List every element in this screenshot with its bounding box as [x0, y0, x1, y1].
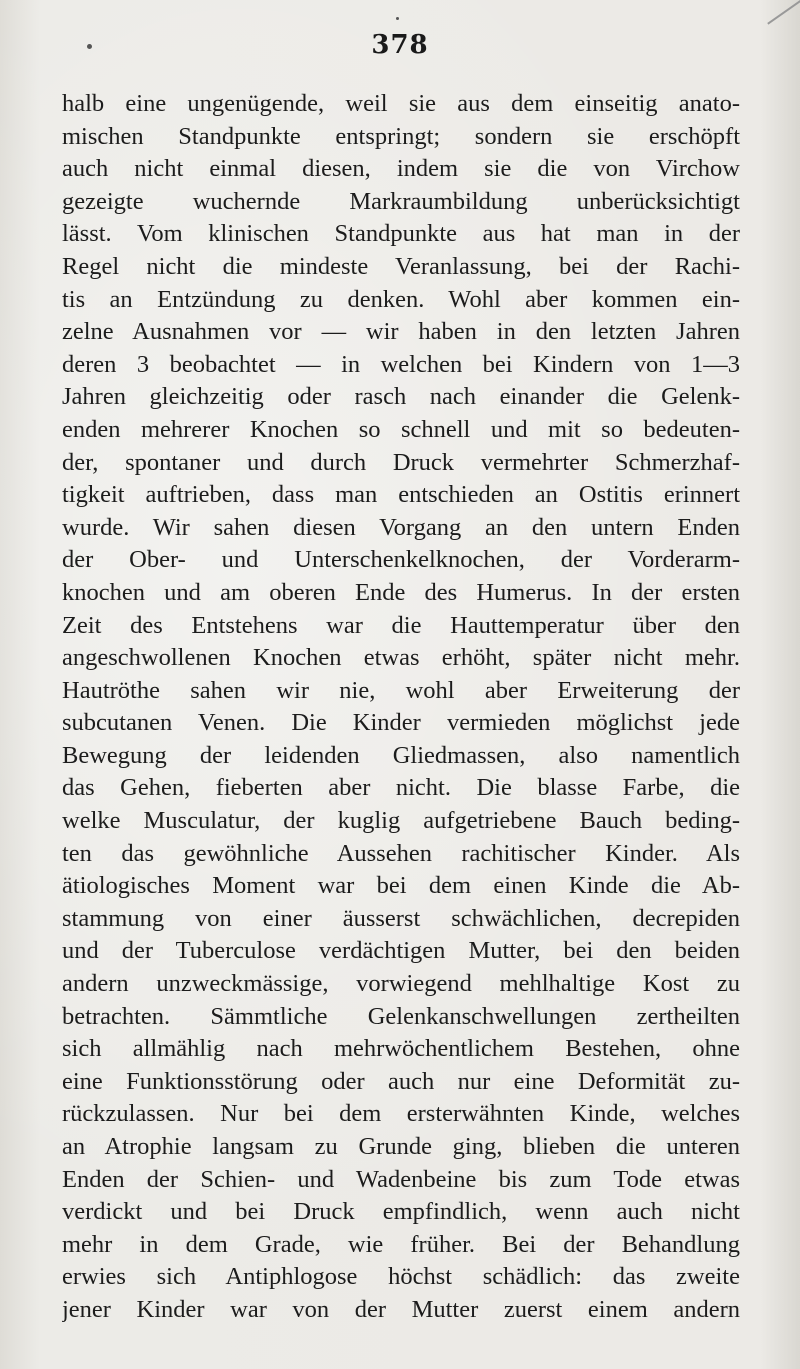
body-text [62, 88, 740, 1327]
text-line: Bewegung der leidenden Gliedmassen, also namentlich [62, 741, 740, 769]
text-line: ätiologisches Moment war bei dem einen Kinde die Ab- [62, 872, 740, 900]
text-line: betrachten. Sämmtliche Gelenkanschwellungen zertheilten [62, 1002, 740, 1030]
text-line: Hautröthe sahen wir nie, wohl aber Erweiterung der [62, 676, 740, 704]
text-line: der Ober- und Unterschenkelknochen, der Vorderarm- [62, 546, 740, 574]
text-line: jener Kinder war von der Mutter zuerst einem andern [62, 1295, 740, 1323]
text-line: sich allmählig nach mehrwöchentlichem Bestehen, ohne [62, 1035, 740, 1063]
text-line: der, spontaner und durch Druck vermehrter Schmerzhaf- [62, 448, 740, 476]
text-line: angeschwollenen Knochen etwas erhöht, später nicht mehr. [62, 644, 740, 672]
text-line: lässt. Vom klinischen Standpunkte aus hat man in der [62, 220, 740, 248]
text-line: gezeigte wuchernde Markraumbildung unberücksichtigt [62, 187, 740, 215]
text-line: verdickt und bei Druck empfindlich, wenn auch nicht [62, 1198, 740, 1226]
text-line: subcutanen Venen. Die Kinder vermieden möglichst jede [62, 709, 740, 737]
page-edge-mark [767, 0, 800, 25]
text-line: tigkeit auftrieben, dass man entschieden an Ostitis erinnert [62, 481, 740, 509]
text-line: mischen Standpunkte entspringt; sondern sie erschöpft [62, 122, 740, 150]
text-line: stammung von einer äusserst schwächlichen, decrepiden [62, 904, 740, 932]
text-line: erwies sich Antiphlogose höchst schädlich: das zweite [62, 1263, 740, 1291]
text-line: Jahren gleichzeitig oder rasch nach einander die Gelenk- [62, 383, 740, 411]
text-line: tis an Entzündung zu denken. Wohl aber kommen ein- [62, 285, 740, 313]
ink-speck [396, 17, 399, 20]
page-number: 378 [371, 30, 429, 60]
text-line: Enden der Schien- und Wadenbeine bis zum Tode etwas [62, 1165, 740, 1193]
text-line: Regel nicht die mindeste Veranlassung, bei der Rachi- [62, 252, 740, 280]
text-line: mehr in dem Grade, wie früher. Bei der Behandlung [62, 1230, 740, 1258]
text-line: halb eine ungenügende, weil sie aus dem einseitig anato- [62, 90, 740, 117]
text-line: enden mehrerer Knochen so schnell und mit so bedeuten- [62, 415, 740, 443]
text-line: zelne Ausnahmen vor — wir haben in den letzten Jahren [62, 318, 740, 346]
text-line: rückzulassen. Nur bei dem ersterwähnten Kinde, welches [62, 1100, 740, 1128]
text-line: knochen und am oberen Ende des Humerus. In der ersten [62, 578, 740, 606]
text-line: ten das gewöhnliche Aussehen rachitischer Kinder. Als [62, 839, 740, 867]
text-line: welke Musculatur, der kuglig aufgetriebene Bauch beding- [62, 807, 740, 835]
text-line: wurde. Wir sahen diesen Vorgang an den untern Enden [62, 513, 740, 541]
text-line: andern unzweckmässige, vorwiegend mehlhaltige Kost zu [62, 970, 740, 998]
text-line: Zeit des Entstehens war die Hauttemperatur über den [62, 611, 740, 639]
text-line: an Atrophie langsam zu Grunde ging, blieben die unteren [62, 1133, 740, 1160]
text-line: deren 3 beobachtet — in welchen bei Kindern von 1—3 [62, 350, 740, 378]
text-line: eine Funktionsstörung oder auch nur eine Deformität zu- [62, 1067, 740, 1095]
text-line: das Gehen, fieberten aber nicht. Die blasse Farbe, die [62, 774, 740, 802]
text-line: und der Tuberculose verdächtigen Mutter, bei den beiden [62, 937, 740, 965]
text-line: auch nicht einmal diesen, indem sie die von Virchow [62, 155, 740, 183]
